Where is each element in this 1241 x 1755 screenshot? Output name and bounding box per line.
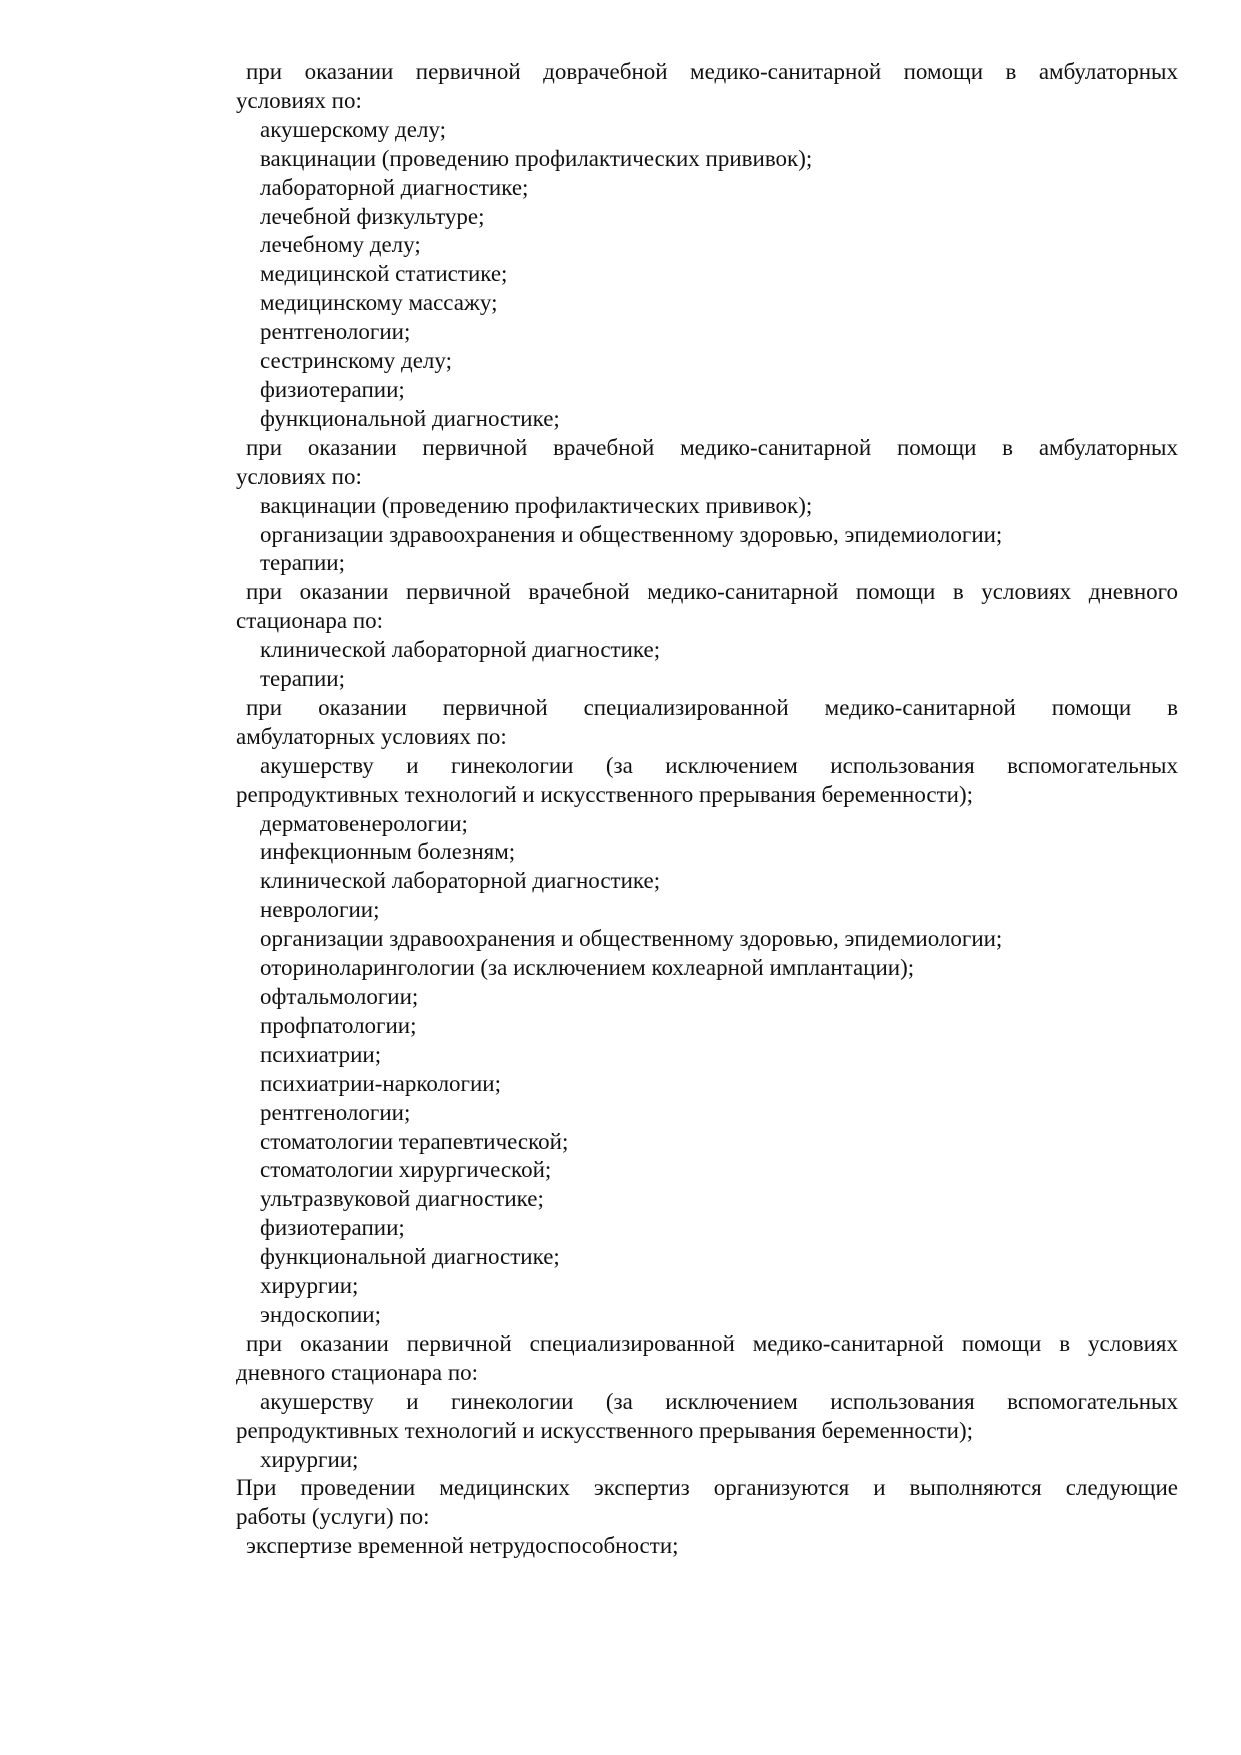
list-item: хирургии; xyxy=(260,1273,359,1299)
list-item: клинической лабораторной диагностике; xyxy=(260,637,661,663)
list-item: психиатрии; xyxy=(260,1041,382,1067)
paragraph-line: условиях по: xyxy=(236,87,362,113)
list-item: дерматовенерологии; xyxy=(260,810,468,836)
paragraph-line: дневного стационара по: xyxy=(236,1359,479,1385)
list-item: акушерскому делу; xyxy=(260,116,447,142)
paragraph-line: репродуктивных технологий и искусственного прерывания беременности); xyxy=(236,1417,974,1443)
list-item: рентгенологии; xyxy=(260,1099,411,1125)
paragraph-line: при оказании первичной доврачебной медико-санитарной помощи в амбулаторных xyxy=(246,59,1178,84)
list-item: психиатрии-наркологии; xyxy=(260,1070,501,1096)
list-item: вакцинации (проведению профилактических прививок); xyxy=(260,492,813,518)
list-item: терапии; xyxy=(260,666,345,692)
list-item: функциональной диагностике; xyxy=(260,405,560,431)
list-item: хирургии; xyxy=(260,1446,359,1472)
list-item: акушерству и гинекологии (за исключением использования вспомогательных xyxy=(260,1388,1178,1414)
paragraph-line: при оказании первичной врачебной медико-санитарной помощи в амбулаторных xyxy=(246,434,1178,460)
list-item: офтальмологии; xyxy=(260,984,419,1009)
list-item: клинической лабораторной диагностике; xyxy=(260,868,661,894)
list-item: рентгенологии; xyxy=(260,319,411,345)
paragraph-line: работы (услуги) по: xyxy=(236,1504,430,1530)
list-item: терапии; xyxy=(260,550,345,576)
list-item: функциональной диагностике; xyxy=(260,1244,560,1270)
list-item: организации здравоохранения и общественному здоровью, эпидемиологии; xyxy=(260,926,1003,952)
list-item: лечебной физкультуре; xyxy=(260,203,485,229)
paragraph-line: при оказании первичной врачебной медико-санитарной помощи в условиях дневного xyxy=(246,579,1178,605)
list-item: оториноларингологии (за исключением кохлеарной имплантации); xyxy=(260,955,915,981)
list-item: профпатологии; xyxy=(260,1012,417,1038)
list-item: лабораторной диагностике; xyxy=(260,174,529,200)
paragraph-line: условиях по: xyxy=(236,463,362,489)
paragraph-line: амбулаторных условиях по: xyxy=(236,723,507,749)
list-item: физиотерапии; xyxy=(260,376,405,402)
paragraph-line: стационара по: xyxy=(236,608,384,634)
document-body xyxy=(236,58,1178,1561)
list-item: стоматологии хирургической; xyxy=(260,1157,552,1183)
list-item: стоматологии терапевтической; xyxy=(260,1128,569,1154)
paragraph-line: при оказании первичной специализированной медико-санитарной помощи в xyxy=(246,694,1178,720)
paragraph-line: репродуктивных технологий и искусственного прерывания беременности); xyxy=(236,781,974,807)
list-item: эндоскопии; xyxy=(260,1301,381,1327)
list-item: физиотерапии; xyxy=(260,1215,405,1241)
list-item: организации здравоохранения и общественному здоровью, эпидемиологии; xyxy=(260,521,1003,547)
list-item: медицинской статистике; xyxy=(260,261,508,287)
list-item: лечебному делу; xyxy=(260,232,421,258)
list-item: сестринскому делу; xyxy=(260,348,452,374)
list-item: неврологии; xyxy=(260,897,380,923)
list-item: ультразвуковой диагностике; xyxy=(260,1186,544,1212)
list-item: медицинскому массажу; xyxy=(260,290,498,316)
list-item: инфекционным болезням; xyxy=(260,839,516,865)
list-item: вакцинации (проведению профилактических прививок); xyxy=(260,145,813,171)
paragraph-line: при оказании первичной специализированной медико-санитарной помощи в условиях xyxy=(246,1330,1178,1356)
list-item: акушерству и гинекологии (за исключением использования вспомогательных xyxy=(260,752,1178,778)
paragraph-line: При проведении медицинских экспертиз организуются и выполняются следующие xyxy=(236,1475,1178,1501)
paragraph-line: экспертизе временной нетрудоспособности; xyxy=(246,1533,679,1559)
